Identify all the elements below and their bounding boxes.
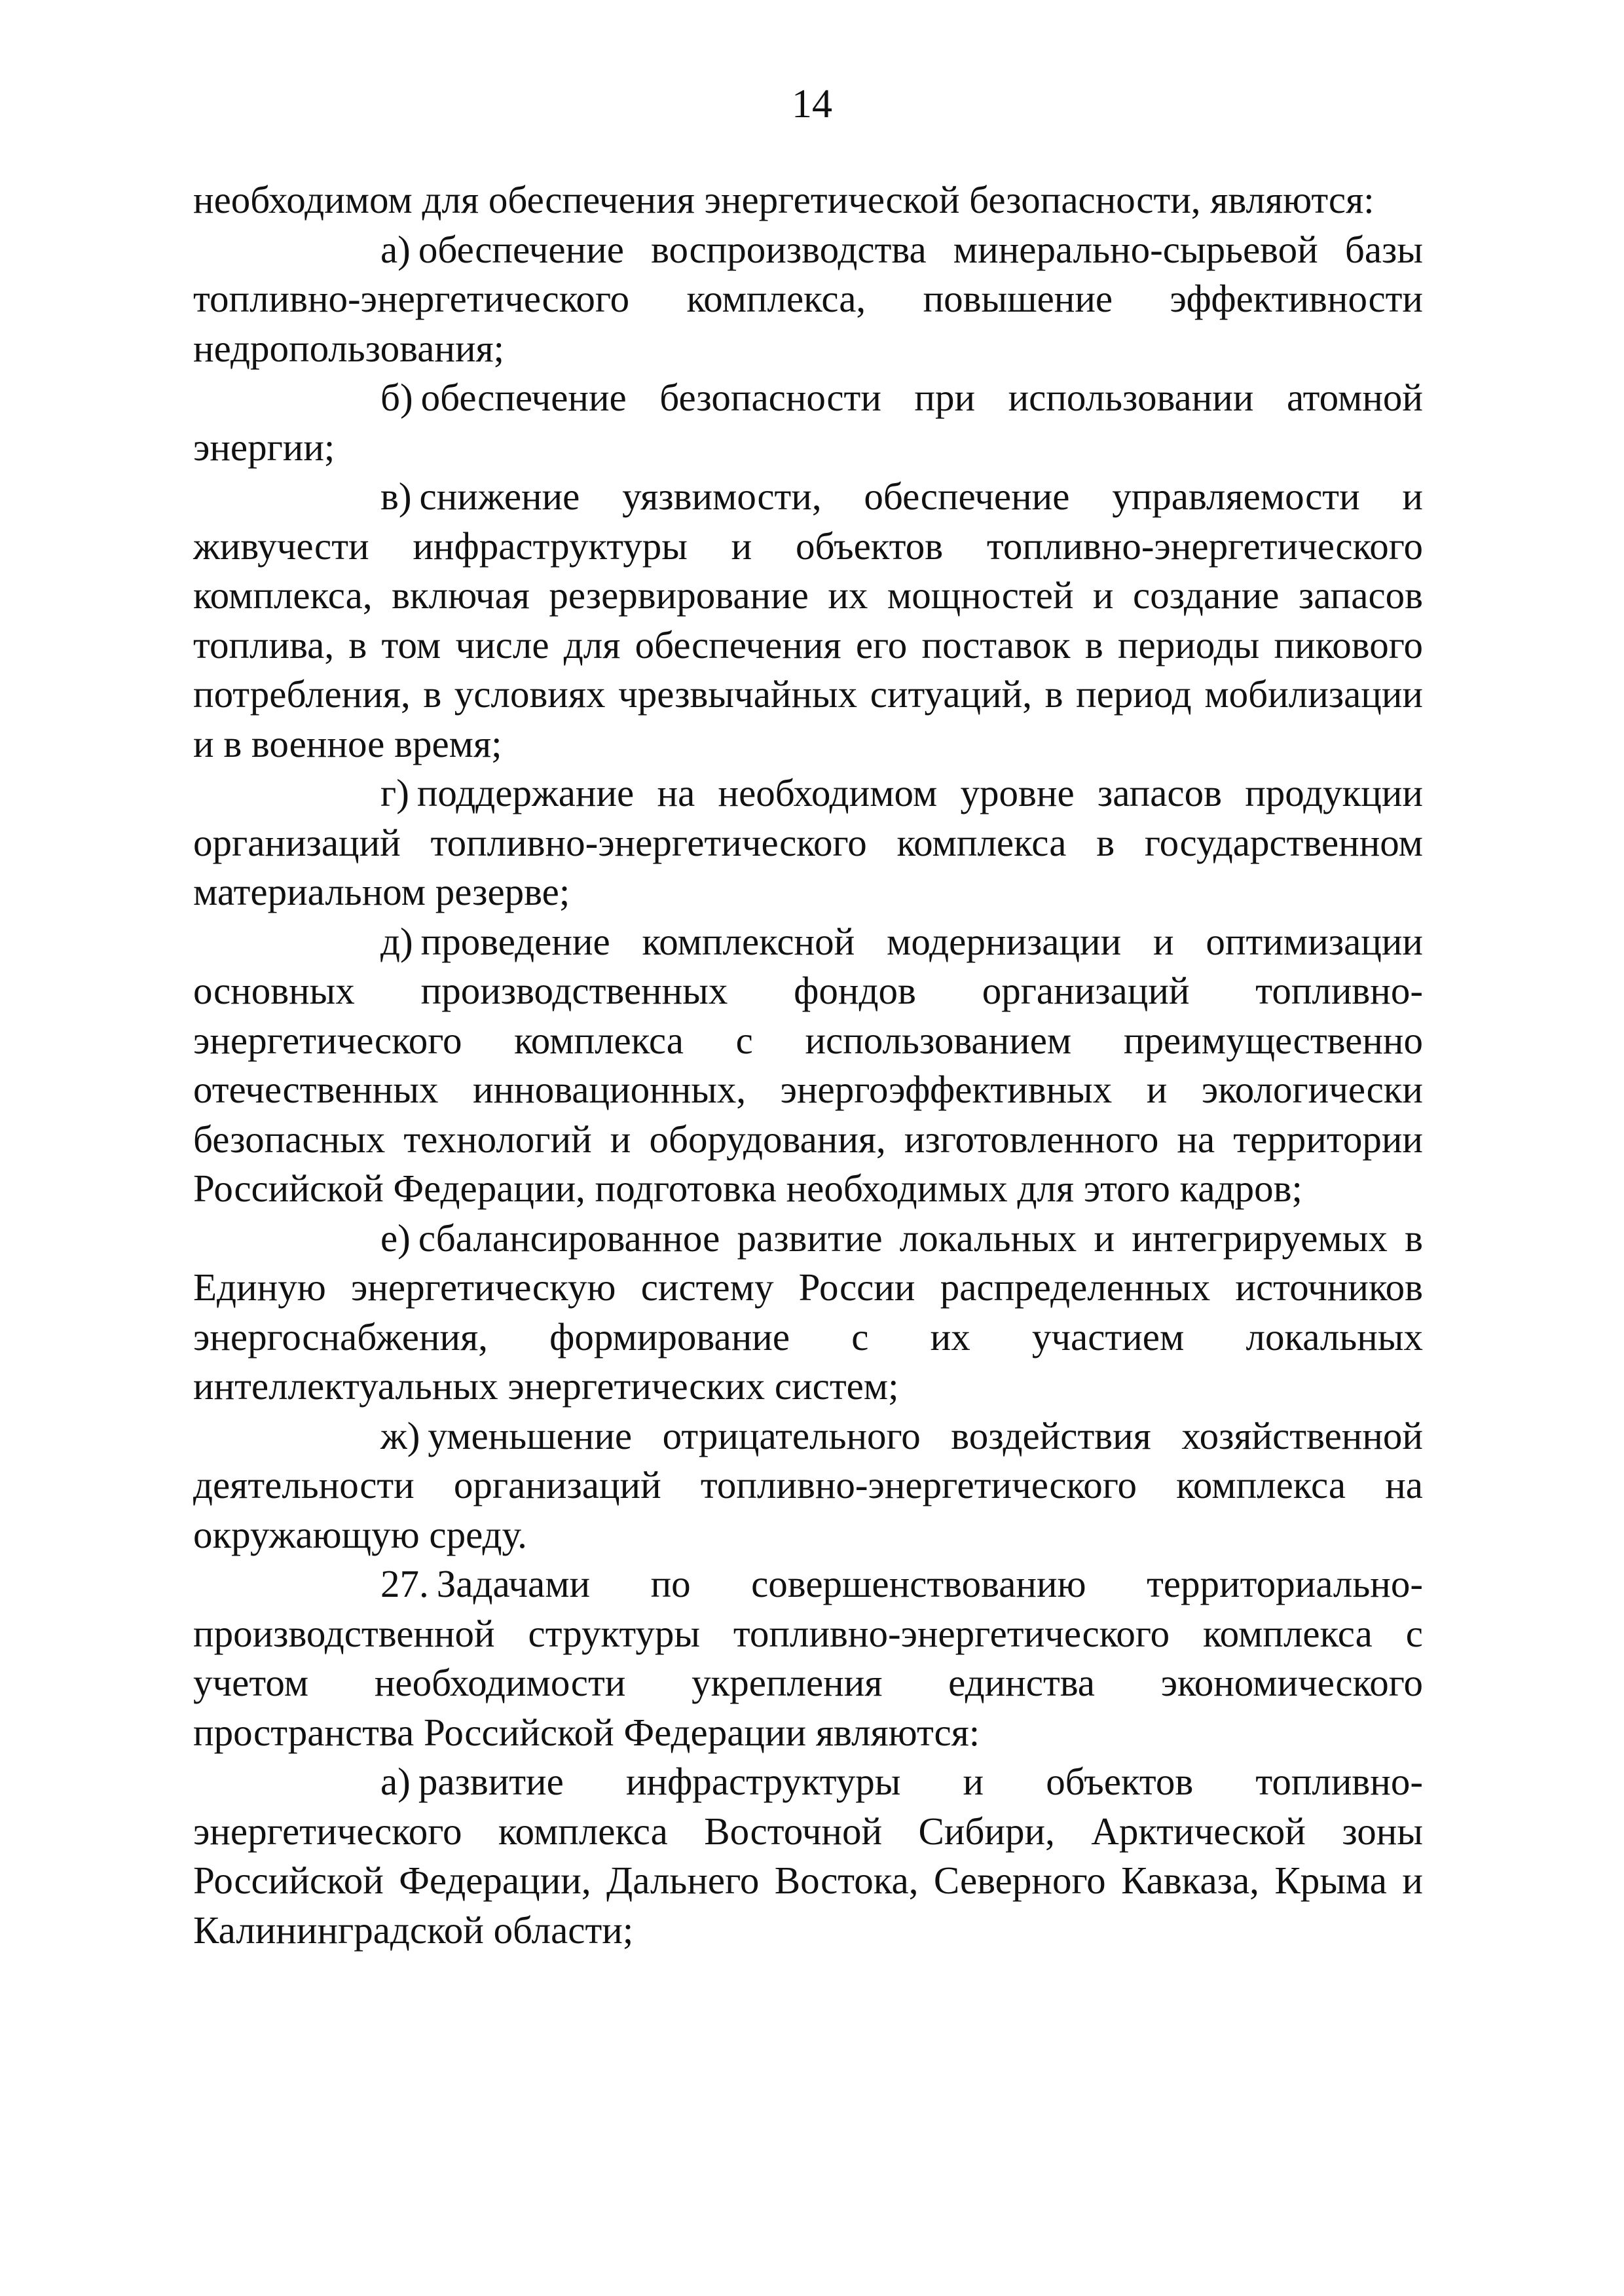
section-text: Задачами по совершенствованию территориально-производственной структуры топливно-энергетического комплекса с учетом необходимости укрепления единства экономического пространства Российской Федерации являются:: [193, 1562, 1423, 1754]
list-marker: а): [380, 1760, 411, 1803]
document-body: [193, 175, 1423, 1955]
list-item-text: развитие инфраструктуры и объектов топливно-энергетического комплекса Восточной Сибири, Арктической зоны Российской Федерации, Дальнего Востока, Северного Кавказа, Крыма и Калининградской области;: [193, 1760, 1423, 1952]
list-marker: б): [380, 376, 413, 419]
list-marker: д): [380, 919, 413, 963]
list-marker: г): [380, 771, 409, 814]
section-number: 27.: [380, 1562, 429, 1605]
list-item-a: [193, 225, 1423, 374]
section-27: [193, 1559, 1423, 1757]
list-marker: а): [380, 227, 411, 271]
list-item-e: [193, 1214, 1423, 1412]
list-item-text: обеспечение безопасности при использовании атомной энергии;: [193, 376, 1423, 469]
list-item-text: обеспечение воспроизводства минерально-сырьевой базы топливно-энергетического комплекса, повышение эффективности недропользования;: [193, 227, 1423, 370]
list-marker: ж): [380, 1413, 420, 1457]
list-item-text: уменьшение отрицательного воздействия хозяйственной деятельности организаций топливно-энергетического комплекса на окружающую среду.: [193, 1413, 1423, 1556]
paragraph-continuation: необходимом для обеспечения энергетической безопасности, являются:: [193, 178, 1375, 221]
list-item-text: снижение уязвимости, обеспечение управляемости и живучести инфраструктуры и объектов топливно-энергетического комплекса, включая резервирование их мощностей и создание запасов топлива, в том числе для обеспечения его поставок в периоды пикового потребления, в условиях чрезвычайных ситуаций, в период мобилизации и в военное время;: [193, 475, 1423, 765]
list-item-zh: [193, 1412, 1423, 1560]
list-marker: е): [380, 1216, 411, 1260]
list-item-g: [193, 769, 1423, 917]
page-number: 14: [792, 82, 832, 126]
list-item-text: проведение комплексной модернизации и оптимизации основных производственных фондов организаций топливно-энергетического комплекса с использованием преимущественно отечественных инновационных, энергоэффективных и экологически безопасных технологий и оборудования, изготовленного на территории Российской Федерации, подготовка необходимых для этого кадров;: [193, 919, 1423, 1210]
list-item-d: [193, 917, 1423, 1214]
list-item-27a: [193, 1757, 1423, 1955]
list-item-text: сбалансированное развитие локальных и интегрируемых в Единую энергетическую систему России распределенных источников энергоснабжения, формирование с их участием локальных интеллектуальных энергетических систем;: [193, 1216, 1423, 1408]
list-marker: в): [380, 475, 412, 518]
list-item-v: [193, 472, 1423, 769]
list-item-b: [193, 373, 1423, 472]
list-item-text: поддержание на необходимом уровне запасов продукции организаций топливно-энергетического комплекса в государственном материальном резерве;: [193, 771, 1423, 913]
